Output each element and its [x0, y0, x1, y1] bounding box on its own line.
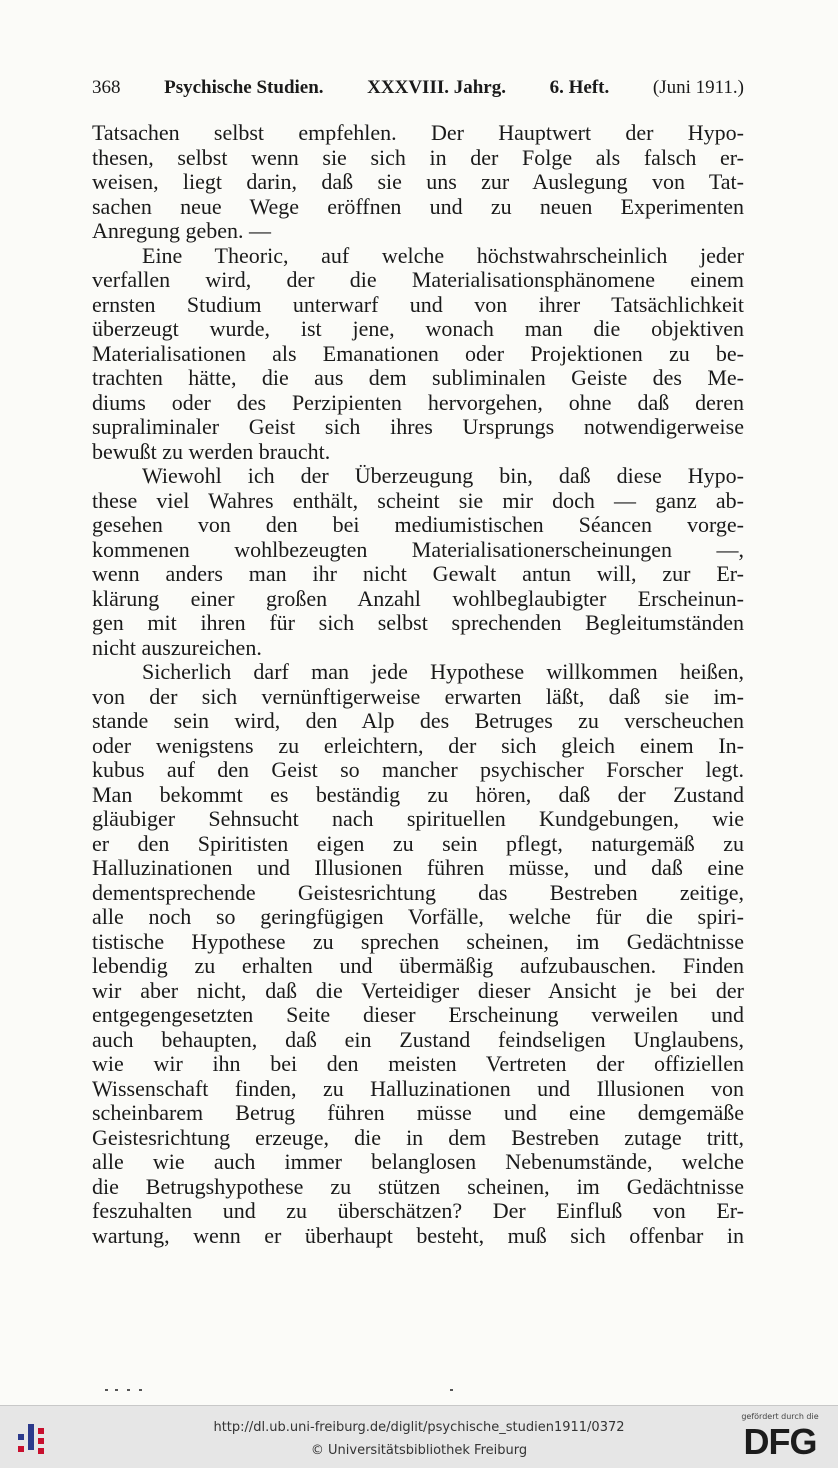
text-line: ernsten Studium unterwarf und von ihrer Tatsächlichkeit — [92, 291, 744, 317]
text-line: Eine Theoric, auf welche höchstwahrscheinlich jeder — [142, 242, 744, 268]
text-line: kommenen wohlbezeugten Materialisationerscheinungen —, — [92, 536, 744, 562]
body-text — [92, 121, 744, 1248]
text-line: tistische Hypothese zu sprechen scheinen, im Gedächtnisse — [92, 928, 744, 954]
dfg-badge — [730, 1412, 830, 1466]
text-line: Halluzinationen und Illusionen führen müsse, und daß eine — [92, 855, 744, 880]
running-head — [92, 76, 744, 100]
text-line: er den Spiritisten eigen zu sein pflegt, naturgemäß zu — [92, 830, 744, 856]
text-line: auch behaupten, daß ein Zustand feindseligen Unglaubens, — [92, 1026, 744, 1052]
text-line: scheinbarem Betrug führen müsse und eine demgemäße — [92, 1100, 744, 1125]
text-line: gen mit ihren für sich selbst sprechenden Begleitumständen — [92, 610, 744, 635]
copyright-notice: © Universitätsbibliothek Freiburg — [310, 1443, 528, 1458]
text-line: alle wie auch immer belanglosen Nebenumstände, welche — [92, 1149, 744, 1174]
funder-note: gefördert durch die — [741, 1412, 819, 1421]
scan-specks — [105, 1387, 465, 1393]
text-line: wir aber nicht, daß die Verteidiger dieser Ansicht je bei der — [92, 977, 744, 1003]
journal-title: Psychische Studien. — [164, 77, 324, 98]
text-line: Wissenschaft finden, zu Halluzinationen und Illusionen von — [92, 1075, 744, 1101]
text-line: Man bekommt es beständig zu hören, daß der Zustand — [92, 781, 744, 807]
text-line: bewußt zu werden braucht. — [92, 438, 331, 464]
text-line: wie wir ihn bei den meisten Vertreten der offiziellen — [92, 1051, 744, 1076]
text-line: gesehen von den bei mediumistischen Séancen vorge- — [92, 512, 744, 537]
text-line: lebendig zu erhalten und übermäßig aufzubauschen. Finden — [92, 953, 744, 978]
text-line: überzeugt wurde, ist jene, wonach man die objektiven — [92, 316, 744, 341]
text-line: die Betrugshypothese zu stützen scheinen, im Gedächtnisse — [92, 1173, 744, 1199]
text-line: Sicherlich darf man jede Hypothese willkommen heißen, — [142, 659, 744, 684]
text-line: verfallen wird, der die Materialisationsphänomene einem — [92, 267, 744, 292]
text-line: von der sich vernünftigerweise erwarten läßt, daß sie im- — [92, 683, 744, 709]
text-line: supraliminaler Geist sich ihres Ursprungs notwendigerweise — [92, 414, 744, 439]
volume-label: XXXVIII. Jahrg. — [367, 77, 506, 98]
text-line: gläubiger Sehnsucht nach spirituellen Kundgebungen, wie — [92, 806, 744, 831]
text-line: thesen, selbst wenn sie sich in der Folge als falsch er- — [92, 144, 744, 170]
text-line: stande sein wird, den Alp des Betruges zu verscheuchen — [92, 708, 744, 733]
text-line: these viel Wahres enthält, scheint sie mir doch — ganz ab- — [92, 487, 744, 513]
permalink-url[interactable]: http://dl.ub.uni-freiburg.de/diglit/psychische_studien1911/0372 — [213, 1420, 625, 1435]
text-line: trachten hätte, die aus dem subliminalen Geiste des Me- — [92, 365, 744, 390]
text-line: Geistesrichtung erzeuge, die in dem Bestreben zutage tritt, — [92, 1124, 744, 1150]
text-line: wartung, wenn er überhaupt besteht, muß sich offenbar in — [92, 1222, 744, 1248]
dfg-logo: DFG — [743, 1421, 817, 1462]
text-line: sachen neue Wege eröffnen und zu neuen Experimenten — [92, 193, 744, 219]
text-line: oder wenigstens zu erleichtern, der sich gleich einem In- — [92, 732, 744, 758]
text-line: Tatsachen selbst empfehlen. Der Hauptwert der Hypo- — [92, 120, 744, 145]
text-line: dementsprechende Geistesrichtung das Bestreben zeitige, — [92, 879, 744, 905]
text-line: Anregung geben. — — [92, 218, 272, 243]
text-line: entgegengesetzten Seite dieser Erscheinung verweilen und — [92, 1002, 744, 1027]
text-line: Materialisationen als Emanationen oder Projektionen zu be- — [92, 340, 744, 366]
issue-label: 6. Heft. — [549, 77, 610, 98]
text-line: kubus auf den Geist so mancher psychischer Forscher legt. — [92, 757, 744, 782]
page-number: 368 — [92, 77, 121, 98]
issue-date: (Juni 1911.) — [652, 77, 744, 98]
viewer-footer — [0, 1405, 838, 1468]
text-line: klärung einer großen Anzahl wohlbeglaubigter Erscheinun- — [92, 585, 744, 611]
text-line: weisen, liegt darin, daß sie uns zur Auslegung von Tat- — [92, 169, 744, 194]
text-line: wenn anders man ihr nicht Gewalt antun will, zur Er- — [92, 561, 744, 586]
text-line: nicht auszureichen. — [92, 634, 262, 660]
text-line: feszuhalten und zu überschätzen? Der Einfluß von Er- — [92, 1198, 744, 1223]
text-line: alle noch so geringfügigen Vorfälle, welche für die spiri- — [92, 904, 744, 929]
text-line: diums oder des Perzipienten hervorgehen, ohne daß deren — [92, 389, 744, 415]
text-line: Wiewohl ich der Überzeugung bin, daß diese Hypo- — [142, 463, 744, 488]
